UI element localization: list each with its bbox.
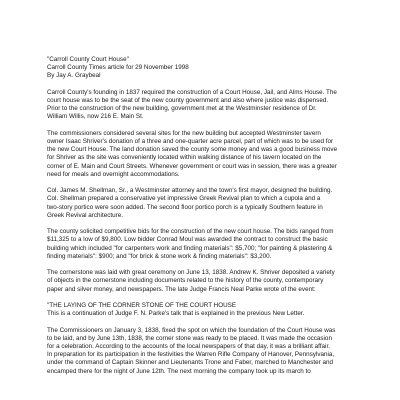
text-line: $11,325 to a low of $9,800. Low bidder Conrad Moul was awarded the contract to construct the basic: [47, 236, 328, 244]
text-line: This is a continuation of Judge F. N. Parke's talk that is explained in the previous New Letter.: [47, 310, 305, 318]
text-line: The cornerstone was laid with great ceremony on June 13, 1838. Andrew K. Shriver deposited a variety: [47, 269, 335, 277]
paragraph: [47, 327, 374, 376]
paragraph: [47, 130, 374, 179]
article-body: [47, 89, 374, 376]
article-byline: By Jay A. Graybeal: [47, 72, 101, 80]
text-line: Greek Revival architecture.: [47, 211, 123, 219]
text-line: to be laid, and by June 13th, 1838, the corner stone was ready to be placed. It was made the occasion: [47, 334, 332, 342]
text-line: need for meals and overnight accommodations.: [47, 170, 180, 178]
paragraph: [47, 89, 374, 122]
text-line: of objects in the cornerstone including documents related to the history of the county, contemporary: [47, 277, 324, 285]
article-source: Carroll County Times article for 29 November 1998: [47, 64, 189, 72]
paragraph: [47, 302, 374, 318]
text-line: the new Court House. The land donation saved the county some money and was a good business move: [47, 146, 338, 154]
article-title: "Carroll County Court House": [47, 56, 129, 63]
article-header: [47, 56, 374, 81]
text-line: corner of E. Main and Court Streets. Whenever government or court was in session, there was a greater: [47, 162, 337, 170]
text-line: under the command of Captain Skinner and Lieutenants Trone and Faber, marched to Manchester and: [47, 359, 333, 367]
text-line: Col. Shellman prepared a conservative yet impressive Greek Revival plan to which a cupola and a: [47, 195, 321, 203]
text-line: for Shriver as the site was conveniently located within walking distance of his tavern located on the: [47, 154, 322, 162]
text-line: The Commissioners on January 3, 1838, fixed the spot on which the foundation of the Court House was: [47, 326, 336, 334]
text-line: The county solicited competitive bids for the construction of the new court house. The bids ranged from: [47, 228, 334, 236]
text-line: for a celebration. According to the accounts of the local newspapers of that day, it was a brilliant affair.: [47, 343, 330, 350]
text-line: owner Isaac Shriver's donation of a three and one-quarter acre parcel, part of which was to be used for: [47, 138, 334, 145]
paragraph: [47, 269, 374, 294]
text-line: court house was to be the seat of the new county government and also where justice was dispensed.: [47, 97, 329, 104]
paragraph: [47, 187, 374, 220]
text-line: In preparation for its participation in the festivities the Warren Rifle Company of Hanover, Pennsylvania,: [47, 351, 335, 359]
text-line: Col. James M. Shellman, Sr., a Westminster attorney and the town's first mayor, designed the building.: [47, 187, 333, 195]
text-line: finding materials": $900; and "for brick & stone work & finding materials": $3,200.: [47, 252, 272, 260]
text-line: "THE LAYING OF THE CORNER STONE OF THE COURT HOUSE: [47, 302, 237, 309]
text-line: Carroll County's founding in 1837 required the construction of a Court House, Jail, and Alms House. The: [47, 88, 337, 96]
text-line: two-story portico were soon added. The second floor portico porch is a typically Southern feature in: [47, 203, 323, 211]
text-line: Prior to the construction of the new building, government met at the Westminster residence of Dr.: [47, 105, 317, 113]
text-line: The commissioners considered several sites for the new building but accepted Westminster tavern: [47, 129, 321, 137]
text-line: William Willis, now 216 E. Main St.: [47, 113, 144, 121]
text-line: building which included "for carpenters work and finding materials": $5,700; "for painting & plastering &: [47, 244, 333, 252]
paragraph: [47, 228, 374, 261]
text-line: paper and silver money, and newspapers. The late Judge Francis Neal Parke wrote of the event:: [47, 285, 316, 293]
text-line: encamped there for the night of June 12th. The next morning the company took up its march to: [47, 367, 311, 375]
